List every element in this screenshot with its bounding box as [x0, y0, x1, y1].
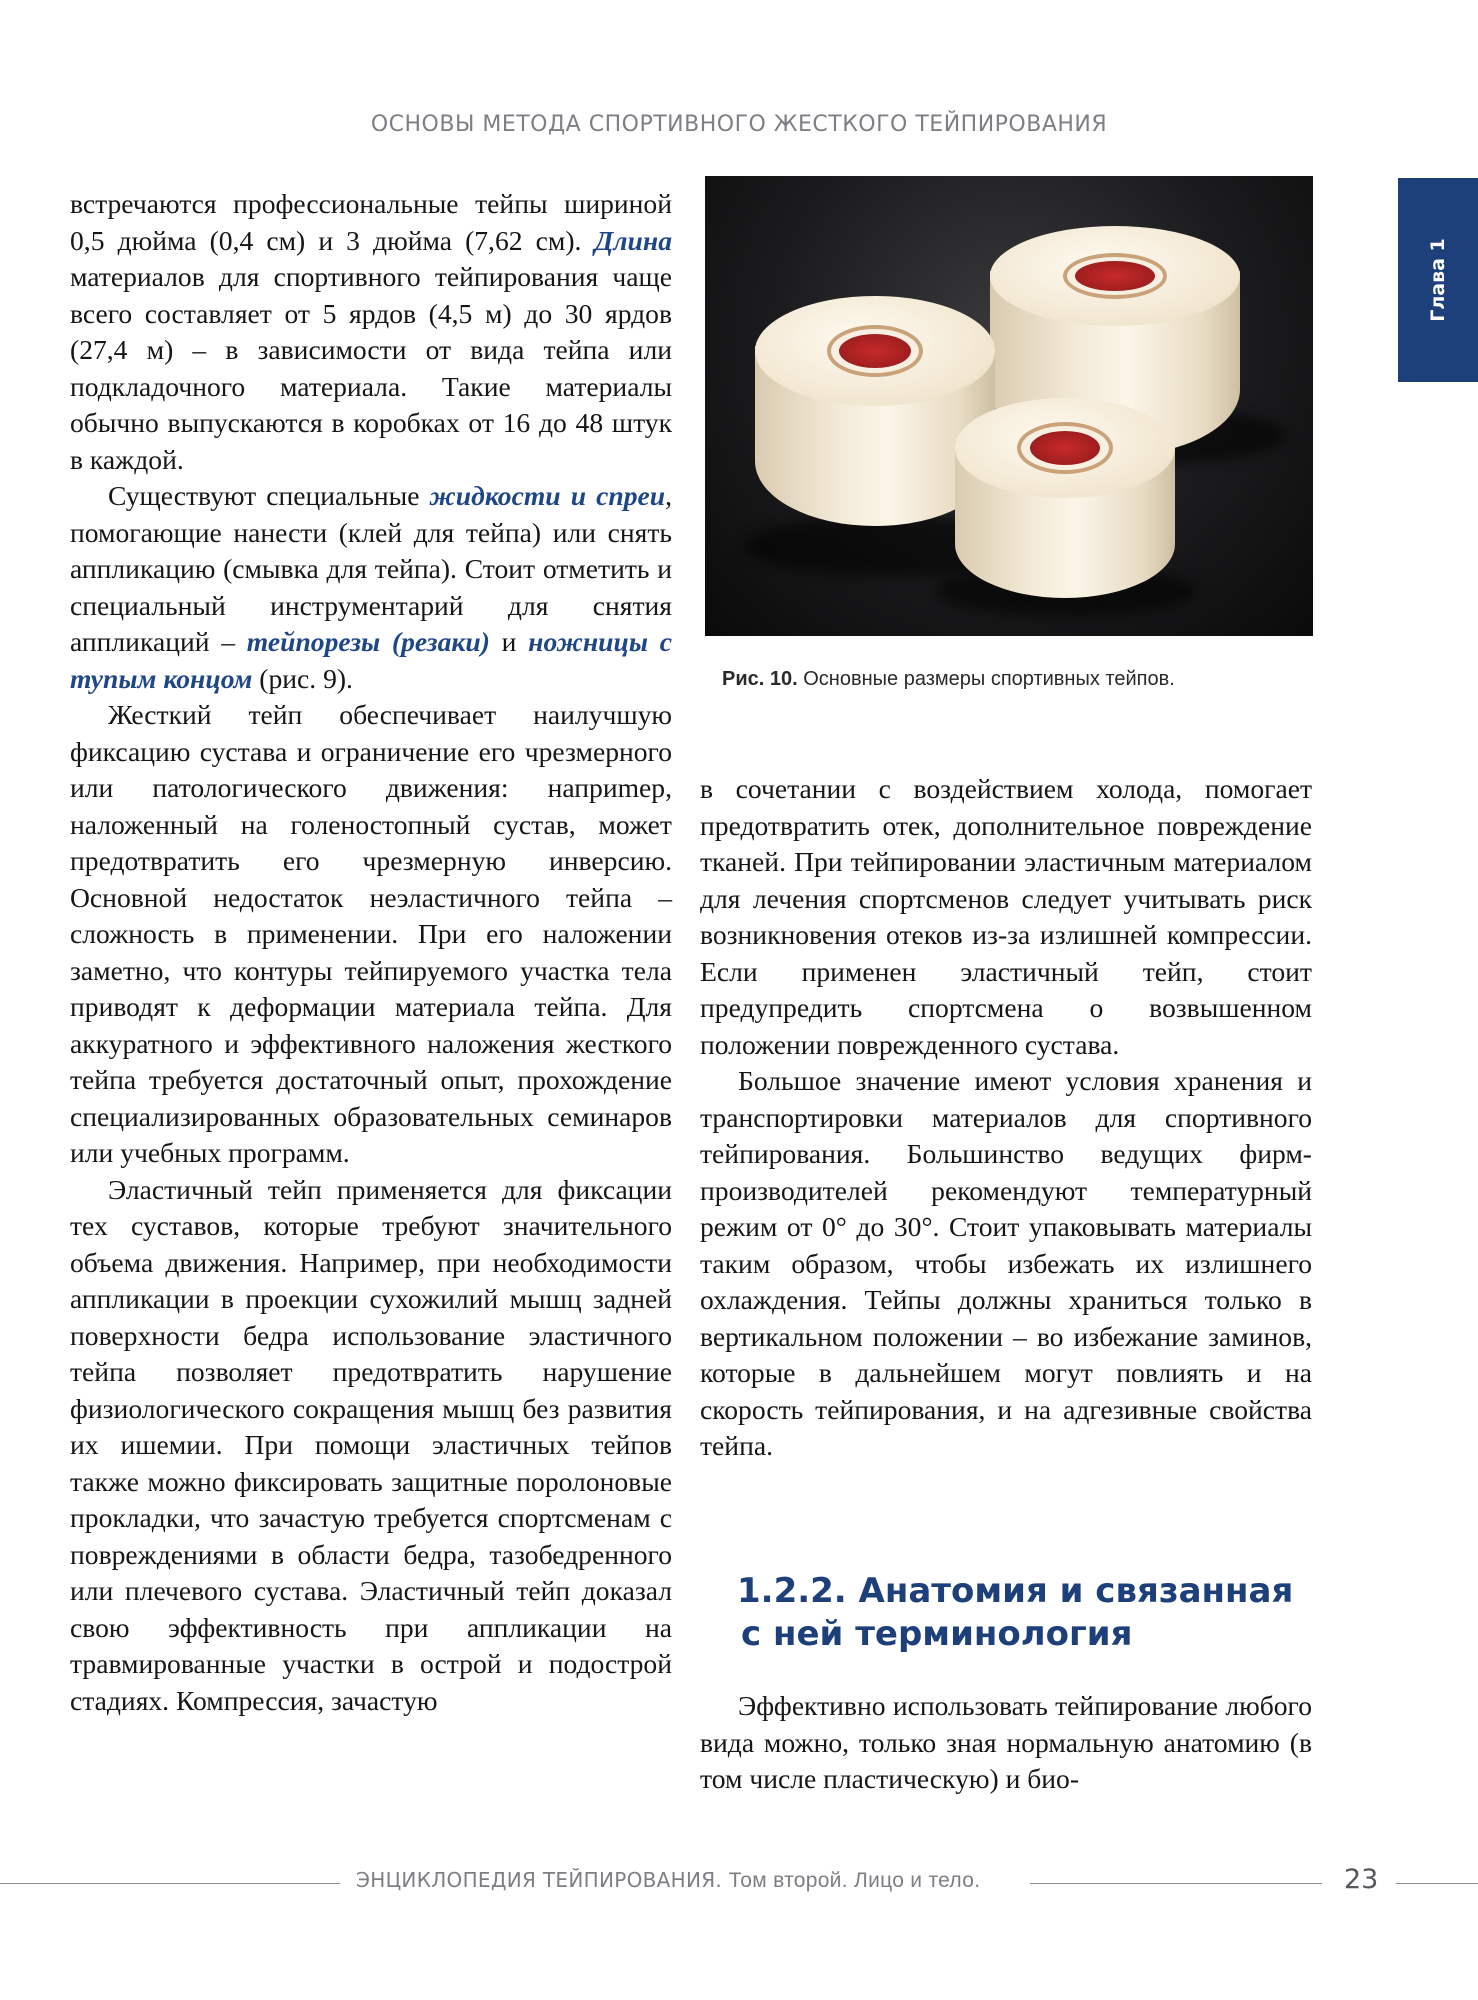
- paragraph: в сочетании с воздействием холода, помогает предотвратить отек, дополнительное повреждение тканей. При тейпировании эластичным материалом для лечения спортсменов следует учитывать риск возникновения отеков из-за излишней компрессии. Если применен эластичный тейп, стоит предупредить спортсмена о возвышенном положении поврежденного сустава.: [700, 773, 1312, 1060]
- highlighted-term: жидкости и спреи: [429, 480, 666, 511]
- figure-label: Рис. 10.: [722, 668, 798, 690]
- text-run: материалов для спортивного тейпирования чаще всего составляет от 5 ярдов (4,5 м) до 30 ярдов (27,4 м) – в зависимости от вида тейпа или подкладочного материала. Такие материалы обычно выпускаются в коробках от 16 до 48 штук в каждой.: [70, 261, 672, 475]
- paragraph: [70, 186, 672, 478]
- footer-book-title: [356, 1868, 980, 1893]
- running-header: ОСНОВЫ МЕТОДА СПОРТИВНОГО ЖЕСТКОГО ТЕЙПИРОВАНИЯ: [370, 112, 1108, 137]
- highlighted-term: ножницы с тупым концом: [70, 626, 672, 694]
- right-text-column-continued: [700, 1688, 1312, 1798]
- volume-title: Том второй. Лицо и тело.: [728, 1869, 981, 1892]
- paragraph: Эластичный тейп применяется для фиксации тех суставов, которые требуют значительного объема движения. Например, при необходимости аппликации в проекции сухожилий мышц задней поверхности бедра использование эластичного тейпа позволяет предотвратить нарушение физиологического сокращения мышц без развития их ишемии. При помощи эластичных тейпов также можно фиксировать защитные поролоновые прокладки, что зачастую требуется спортсменам с повреждениями в области бедра, тазобедренного или плечевого сустава. Эластичный тейп доказал свою эффективность при аппликации на травмированные участки в острой и подострой стадиях. Компрессия, зачастую: [70, 1173, 672, 1716]
- highlighted-term: тейпорезы (резаки): [246, 626, 490, 657]
- book-title: ЭНЦИКЛОПЕДИЯ ТЕЙПИРОВАНИЯ.: [356, 1868, 723, 1892]
- paragraph: Эффективно использовать тейпирование любого вида можно, только зная нормальную анатомию (в том числе пластическую) и био-: [700, 1690, 1312, 1794]
- section-heading: [737, 1570, 1337, 1656]
- highlighted-term: Длина: [594, 224, 672, 256]
- footer-rule: [1396, 1883, 1478, 1884]
- text-run: , помогающие нанести (клей для тейпа) или снять аппликацию (смывка для тейпа). Стоит отметить и специальный инструментарий для снятия аппликаций –: [70, 480, 672, 657]
- paragraph: Большое значение имеют условия хранения и транспортировки материалов для спортивного тейпирования. Большинство ведущих фирм-производителей рекомендуют температурный режим от 0° до 30°. Стоит упаковывать материалы таким образом, чтобы избежать их излишнего охлаждения. Тейпы должны храниться только в вертикальном положении – во избежание заминов, которые в дальнейшем могут повлиять и на скорость тейпирования, и на адгезивные свойства тейпа.: [700, 1065, 1312, 1461]
- page-number: 23: [1344, 1864, 1379, 1895]
- page-footer: [0, 1864, 1478, 1898]
- left-text-column: [70, 186, 672, 1719]
- text-run: встречаются профессиональные тейпы шириной 0,5 дюйма (0,4 см) и 3 дюйма (7,62 см).: [70, 188, 672, 256]
- tape-roll-small: [955, 398, 1175, 598]
- figure-caption: [722, 668, 1322, 691]
- heading-line: с ней терминология: [741, 1614, 1133, 1654]
- text-run: и: [489, 626, 529, 657]
- footer-rule: [1030, 1883, 1322, 1884]
- text-run: Существуют специальные: [108, 480, 430, 511]
- heading-line: 1.2.2. Анатомия и связанная: [737, 1571, 1294, 1611]
- paragraph: [70, 478, 672, 697]
- caption-text: Основные размеры спортивных тейпов.: [797, 668, 1175, 690]
- chapter-tab: [1398, 178, 1478, 382]
- paragraph: Жесткий тейп обеспечивает наилучшую фиксацию сустава и ограничение его чрезмерного или патологического движения: наприmер, наложенный на голеностопный сустав, может предотвратить его чрезмерную инверсию. Основной недостаток неэластичного тейпа – сложность в применении. При его наложении заметно, что контуры тейпируемого участка тела приводят к деформации материала тейпа. Для аккуратного и эффективного наложения жесткого тейпа требуется достаточный опыт, прохождение специализированных образовательных семинаров или учебных программ.: [70, 699, 672, 1168]
- footer-rule: [0, 1883, 340, 1884]
- chapter-tab-label: Глава 1: [1427, 238, 1449, 322]
- text-run: (рис. 9).: [252, 662, 353, 694]
- figure-photo-tape-rolls: [705, 176, 1313, 636]
- right-text-column: [700, 771, 1312, 1465]
